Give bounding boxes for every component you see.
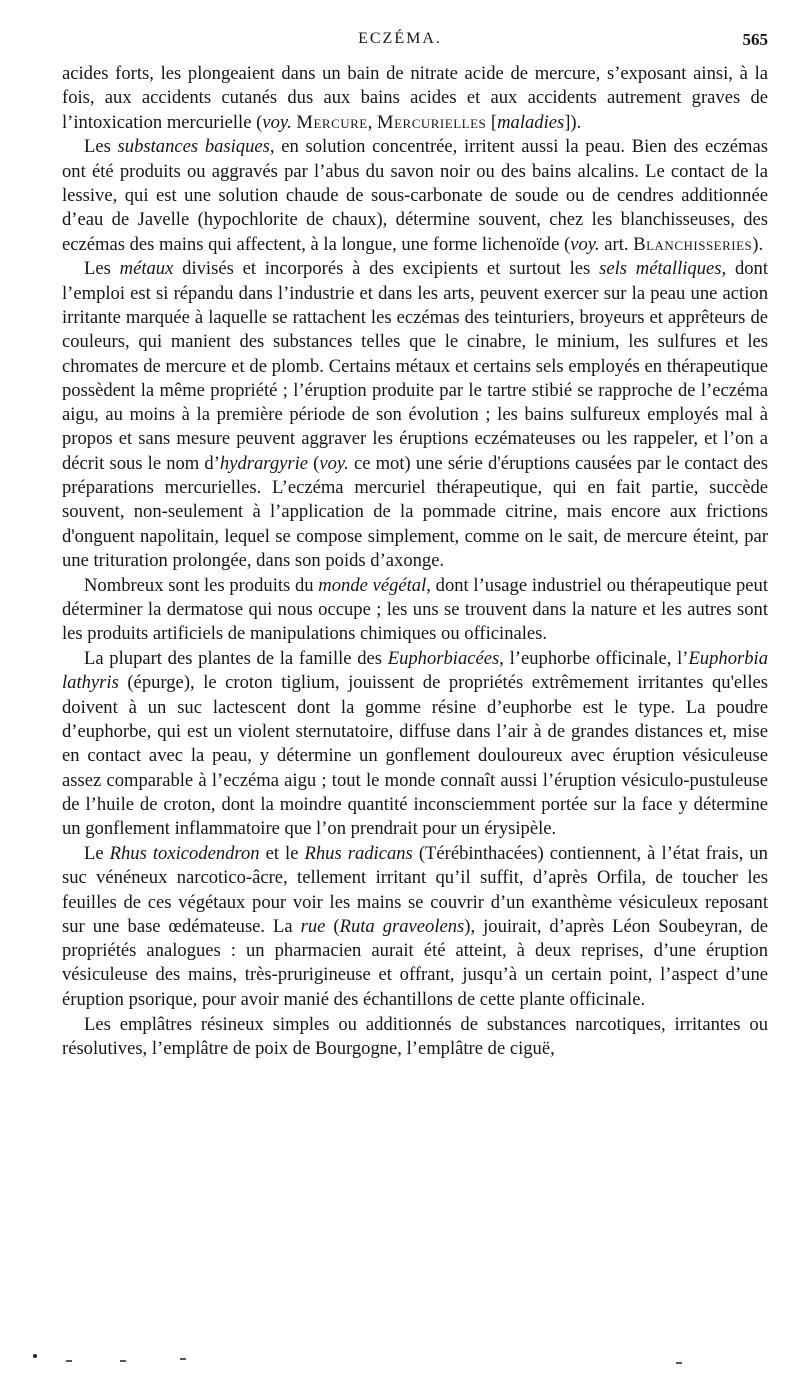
italic-run: sels métalliques bbox=[599, 258, 722, 280]
page-header bbox=[0, 24, 800, 52]
small-caps-run: Mercure bbox=[296, 111, 368, 133]
italic-run: Euphorbiacées bbox=[387, 648, 500, 670]
text-run: ce mot) une série d'éruptions causées par le contact des préparations mercurielles. L’eczéma mercuriel thérapeutique, qui en fait partie, succède souvent, non-seulement à l’application de la pommade citrine, mais encore aux frictions d'onguent napolitain, lequel se compose simplement, comme on le sait, de mercure éteint, par une trituration prolongée, dans son poids d’axonge. bbox=[62, 452, 768, 571]
text-run: , en solution concentrée, irritent aussi la peau. Bien des eczémas ont été produits ou aggravés par l’abus du savon noir ou des bains alcalins. Le contact de la lessive, qui est une solution chaude de sous-carbonate de soude ou de cendres additionnée d’eau de Javelle (hypochlorite de chaux), détermine souvent, chez les blanchisseuses, des eczémas des mains qui affectent, à la longue, une forme lichenoïde ( bbox=[62, 136, 768, 255]
text-run: ). bbox=[752, 233, 764, 255]
text-run: Le bbox=[84, 843, 110, 864]
ink-speck bbox=[180, 1358, 186, 1360]
paragraph bbox=[62, 257, 768, 573]
text-run: acides forts, les plongeaient dans un bain de nitrate acide de mercure, s’exposant ainsi, à la fois, aux accidents cutanés dus aux bains acides et aux accidents autrement graves de l’intoxication mercurielle ( bbox=[62, 63, 768, 133]
text-run: Les bbox=[84, 258, 120, 280]
text-run: Nombreux sont les produits du bbox=[84, 574, 319, 596]
text-run: [ bbox=[486, 111, 498, 133]
text-run: (Térébinthacées) contiennent, à l’état frais, un suc vénéneux narcotico-âcre, tellement irritant qu’il suffit, d’après Orfila, de toucher les feuilles de ces végétaux pour voir les mains se couvrir d’un exanthème vésiculeux reposant sur une base œdémateuse. La bbox=[62, 843, 768, 937]
paragraph bbox=[62, 135, 768, 256]
text-run: et le bbox=[259, 843, 305, 864]
italic-run: métaux bbox=[119, 258, 174, 280]
ink-speck bbox=[120, 1360, 126, 1362]
paragraph bbox=[62, 574, 768, 647]
ink-speck bbox=[66, 1360, 72, 1362]
paragraph bbox=[62, 842, 768, 1012]
running-title: ECZÉMA. bbox=[358, 30, 442, 47]
text-body bbox=[62, 62, 768, 1061]
italic-run: voy. bbox=[319, 452, 349, 474]
italic-run: Rhus toxicodendron bbox=[109, 843, 260, 864]
ink-speck bbox=[676, 1362, 682, 1364]
italic-run: rue bbox=[300, 915, 326, 937]
paragraph bbox=[62, 647, 768, 841]
text-run: ]). bbox=[564, 111, 582, 133]
text-run: , dont l’emploi est si répandu dans l’industrie et dans les arts, peuvent exercer sur la peau une action irritante marquée à laquelle se rattachent les eczémas des teinturiers, broyeurs et apprêteurs de couleurs, qui manient des substances telles que le cinabre, le minium, les sulfures et les chromates de mercure et de plomb. Certains métaux et certains sels employés en thérapeutique possèdent la même propriété ; l’éruption produite par le tartre stibié se rapproche de l’eczéma aigu, au moins à la première période de son évolution ; les bains sulfureux employés mal à propos et sans mesure peuvent aggraver les éruptions eczémateuses ou les rappeler, et l’on a décrit sous le nom d’ bbox=[62, 258, 769, 474]
italic-run: substances basiques bbox=[117, 136, 270, 158]
footer-specks bbox=[0, 1350, 800, 1370]
text-run: Les bbox=[84, 136, 118, 158]
text-run: ), jouirait, d’après Léon Soubeyran, de propriétés analogues : un pharmacien aurait été atteint, à deux reprises, d’une éruption vésiculeuse des mains, très-prurigineuse et offrant, jusqu’à un certain point, l’aspect d’une éruption psorique, pour avoir manié des échantillons de cette plante officinale. bbox=[62, 915, 769, 1010]
italic-run: Ruta graveolens bbox=[339, 915, 465, 937]
italic-run: hydrargyrie bbox=[219, 452, 309, 474]
italic-run: Euphorbia lathyris bbox=[62, 648, 768, 694]
text-run: Les emplâtres résineux simples ou additionnés de substances narcotiques, irritantes ou résolutives, l’emplâtre de poix de Bourgogne, l’emplâtre de ciguë, bbox=[62, 1013, 768, 1059]
text-run: (épurge), le croton tiglium, jouissent de propriétés extrêmement irritantes qu'elles doivent à un suc lactescent dont la gomme résine d’euphorbe est le type. La poudre d’euphorbe, qui est un violent sternutatoire, diffuse dans l’air à de grandes distances et, mise en contact avec la peau, y détermine un gonflement douloureux avec éruption vésiculeuse assez comparable à l’eczéma aigu ; tout le monde connaît aussi l’éruption vésiculo-pustuleuse de l’huile de croton, dont la moindre quantité inconsciemment portée sur la face y détermine un gonflement inflammatoire que l’on prendrait pour un érysipèle. bbox=[62, 672, 768, 840]
text-run: divisés et incorporés à des excipients et surtout les bbox=[173, 258, 600, 280]
text-run: , dont l’usage industriel ou thérapeutique peut déterminer la dermatose qui nous occupe ; les uns se trouvent dans la nature et les autres sont les produits artificiels de manipulations chimiques ou officinales. bbox=[62, 574, 768, 645]
italic-run: voy. bbox=[570, 233, 600, 255]
paragraph bbox=[62, 62, 768, 135]
text-run: , bbox=[367, 111, 378, 133]
text-run: ( bbox=[325, 915, 340, 937]
small-caps-run: Mercurielles bbox=[377, 111, 487, 133]
text-run: art. bbox=[599, 233, 634, 255]
ink-speck bbox=[33, 1354, 37, 1358]
italic-run: voy. bbox=[262, 111, 292, 133]
italic-run: Rhus radicans bbox=[304, 843, 413, 864]
text-run: ( bbox=[308, 452, 320, 474]
italic-run: monde végétal bbox=[318, 574, 427, 596]
small-caps-run: Blanchisseries bbox=[633, 233, 753, 255]
italic-run: maladies bbox=[497, 111, 565, 133]
paragraph bbox=[62, 1013, 768, 1062]
page-number: 565 bbox=[742, 30, 768, 49]
text-run: La plupart des plantes de la famille des bbox=[84, 648, 388, 670]
text-run: , l’euphorbe officinale, l’ bbox=[499, 648, 689, 670]
